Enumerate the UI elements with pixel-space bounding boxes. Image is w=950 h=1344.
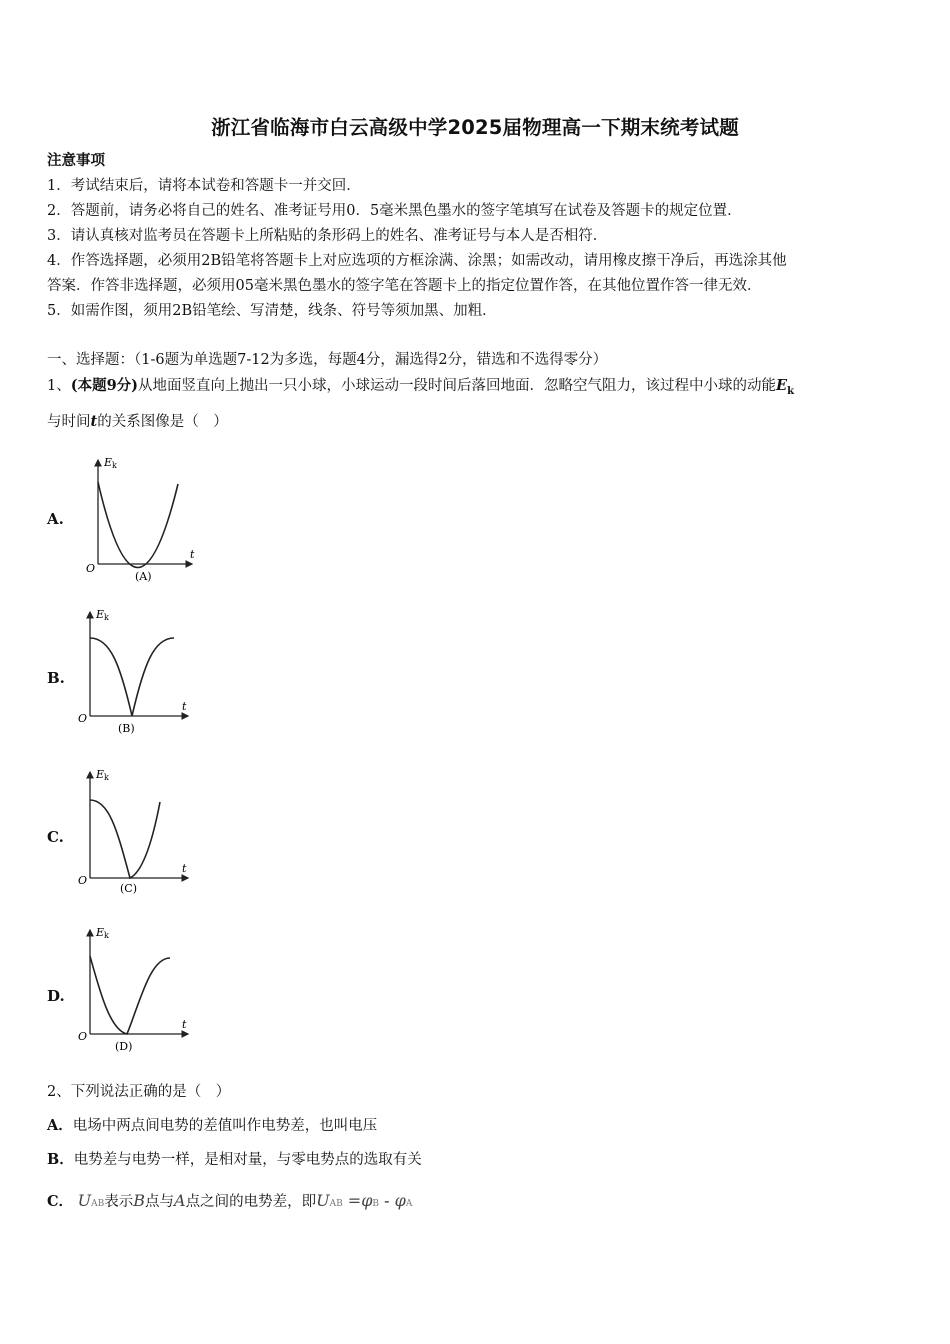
option-text: 点之间的电势差，即 [185,1194,317,1210]
notice-item: 3．请认真核对监考员在答题卡上所粘贴的条形码上的姓名、准考证号与本人是否相符． [47,228,608,244]
ek-curve [90,638,174,716]
x-axis-label: t [182,700,187,713]
option-text: 表示 [104,1194,134,1210]
ek-symbol: E [776,377,788,394]
notice-heading: 注意事项 [47,152,105,169]
ek-curve [90,800,160,878]
option-label-d: D. [47,987,65,1005]
notice-item: 4．作答选择题，必须用2B铅笔将答题卡上对应选项的方框涂满、涂黑；如需改动，请用橡皮擦干净后，再选涂其他 [47,253,787,269]
option-text: 电场中两点间电势的差值叫作电势差，也叫电压 [72,1118,378,1134]
notice-item: 1．考试结束后，请将本试卷和答题卡一并交回． [47,178,361,194]
q2-option-b [47,1150,422,1170]
formula: UAB =φB - φA [316,1191,413,1210]
x-axis-label: t [182,862,187,875]
question-text: 与时间 [47,414,91,430]
graph-b [80,604,200,739]
notice-item: 答案．作答非选择题，必须用05毫米黑色墨水的签字笔在答题卡上的指定位置作答，在其他位置作答一律无效． [47,278,762,294]
y-axis-label: Ek [104,456,117,470]
t-symbol: t [90,413,98,430]
question-text: 从地面竖直向上抛出一只小球，小球运动一段时间后落回地面．忽略空气阻力，该过程中小球的动能 [138,378,777,394]
y-axis-label: Ek [96,926,109,940]
x-axis-label: t [182,1018,187,1031]
graph-caption: (B) [118,722,135,735]
graph-a [80,452,200,587]
option-label: C． [47,1193,74,1210]
a-symbol: A [174,1191,186,1210]
question-1-stem [47,376,794,402]
option-label: B． [47,1151,74,1168]
notice-item: 2．答题前，请务必将自己的姓名、准考证号用0．5毫米黑色墨水的签字笔填写在试卷及答题卡的规定位置． [47,203,742,219]
section-heading: 一、选择题：（1-6题为单选题7-12为多选，每题4分，漏选得2分，错选和不选得零分） [47,352,608,368]
graph-d [80,922,200,1057]
option-text: 点与 [145,1194,175,1210]
q2-option-c [47,1188,412,1217]
y-axis-label: Ek [96,608,109,622]
page-title: 浙江省临海市白云高级中学2025届物理高一下期末统考试题 [211,116,739,139]
b-symbol: B [133,1191,146,1210]
question-2-stem: 2、下列说法正确的是（ ） [47,1084,231,1100]
graph-caption: (A) [135,570,152,583]
option-text: 电势差与电势一样，是相对量，与零电势点的选取有关 [73,1152,422,1168]
ek-curve [98,482,178,568]
question-tag: (本题9分) [70,377,139,394]
option-label-c: C. [47,828,64,846]
origin-label: O [86,562,96,575]
graph-c [80,764,200,899]
q2-option-a [47,1116,377,1136]
ek-curve [90,956,170,1034]
origin-label: O [78,874,88,887]
graph-caption: (C) [120,882,137,895]
graph-caption: (D) [115,1040,133,1053]
question-text: 的关系图像是（ ） [97,414,228,430]
question-1-stem-line2 [47,412,228,432]
ek-subscript: k [787,385,795,397]
notice-item: 5．如需作图，须用2B铅笔绘、写清楚，线条、符号等须加黑、加粗． [47,303,497,319]
origin-label: O [78,1030,88,1043]
x-axis-label: t [190,548,195,561]
u-symbol: UAB [77,1191,105,1210]
option-label-b: B. [47,669,65,687]
option-label-a: A. [47,510,64,528]
y-axis-label: Ek [96,768,109,782]
question-number: 1、 [47,378,71,394]
origin-label: O [78,712,88,725]
option-label: A． [47,1117,73,1134]
